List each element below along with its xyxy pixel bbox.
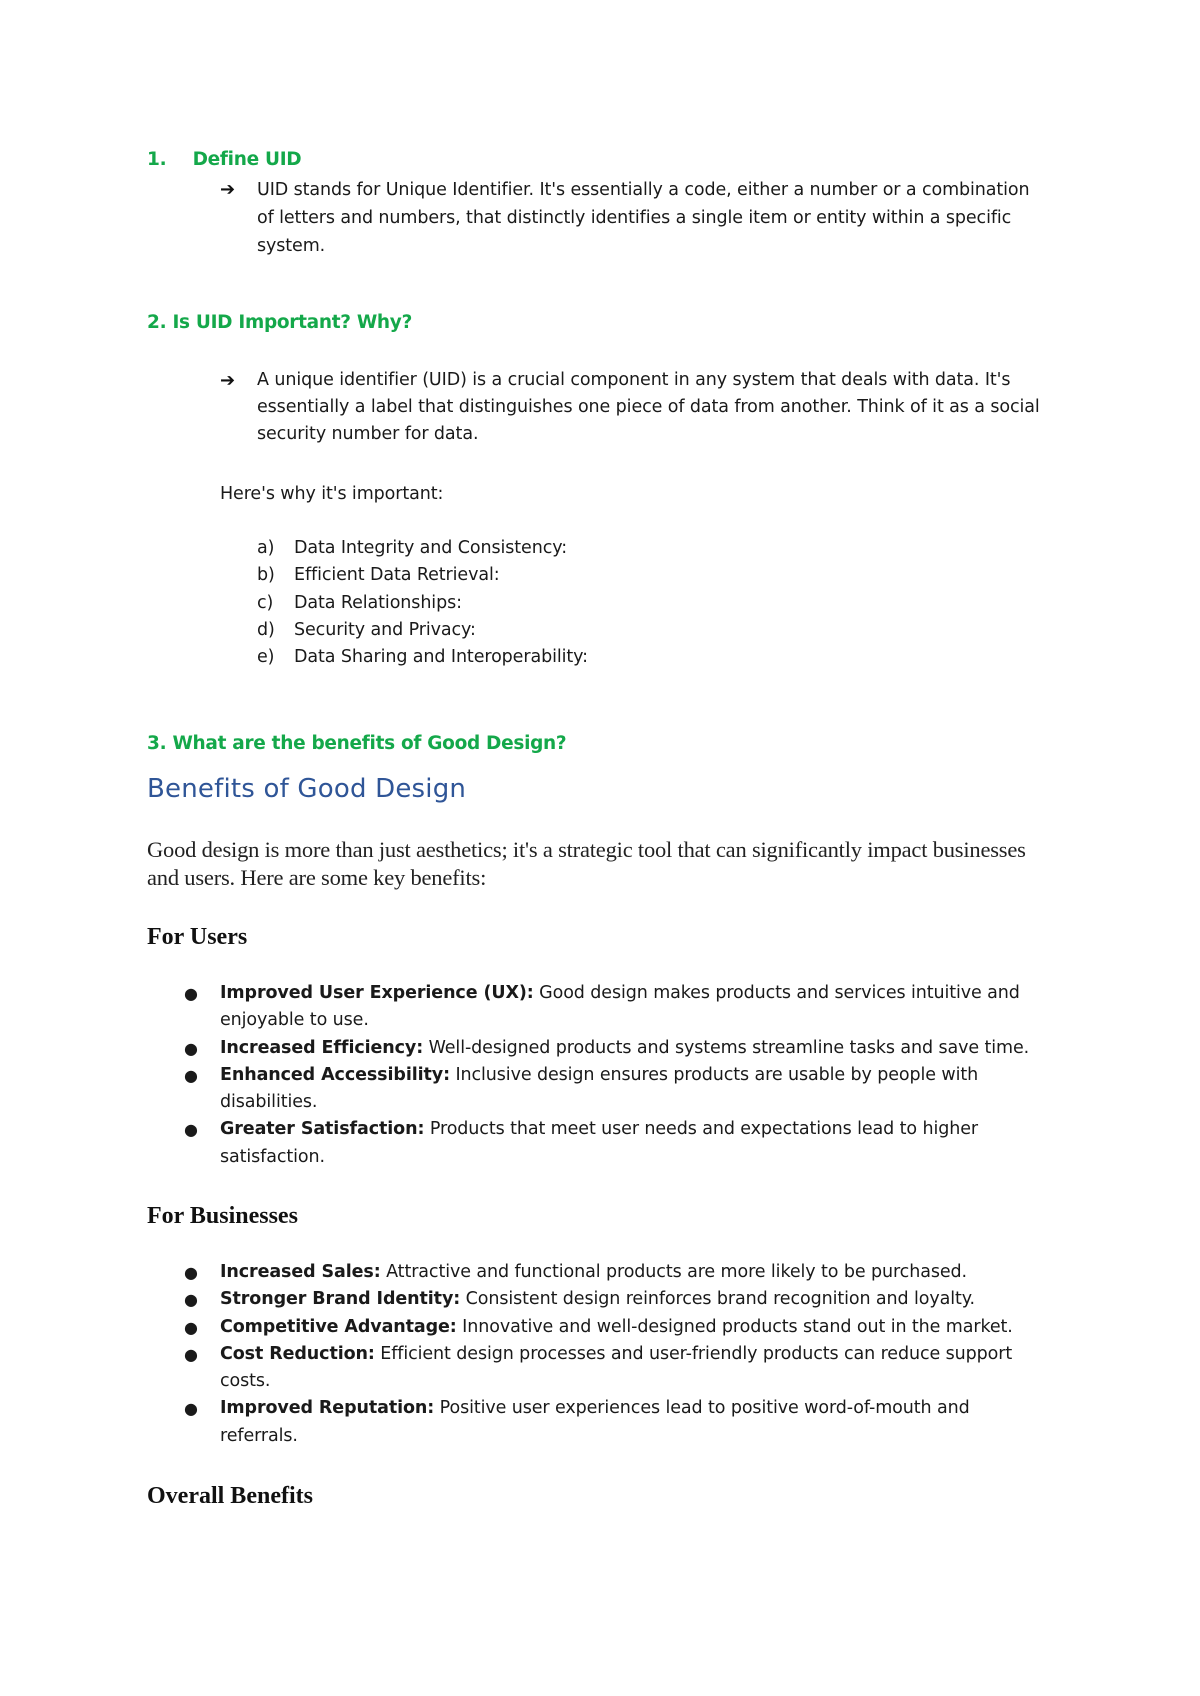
benefit-term: Improved Reputation: — [220, 1398, 435, 1419]
reason-text: Security and Privacy: — [294, 619, 476, 640]
list-item — [184, 1062, 1040, 1117]
section1-heading — [147, 146, 301, 174]
bullet-dot-icon: ● — [184, 1290, 198, 1310]
benefit-term: Increased Sales: — [220, 1262, 381, 1282]
right-arrow-icon: ➔ — [220, 370, 235, 391]
business-benefits-list — [184, 1259, 1040, 1450]
business-heading: For Businesses — [147, 1203, 298, 1229]
overall-heading: Overall Benefits — [147, 1483, 313, 1509]
reason-text: Data Relationships: — [294, 592, 462, 613]
section2-text: A unique identifier (UID) is a crucial component in any system that deals with data. It's essentially a label that distinguishes one piece of data from another. Think of it as a social security number for data. — [257, 370, 1040, 444]
benefits-intro: Good design is more than just aesthetics; it's a strategic tool that can significantly impact businesses and users. Here are some key benefits: — [147, 837, 1026, 890]
bullet-dot-icon: ● — [184, 1120, 198, 1140]
list-item — [257, 590, 994, 617]
bullet-dot-icon: ● — [184, 984, 198, 1003]
list-item — [184, 1341, 1040, 1396]
bullet-dot-icon: ● — [184, 1263, 198, 1282]
benefit-text: Innovative and well-designed products stand out in the market. — [456, 1316, 1013, 1337]
benefit-term: Enhanced Accessibility: — [220, 1064, 450, 1085]
reason-text: Data Sharing and Interoperability: — [294, 647, 588, 668]
section2-answer — [220, 367, 1040, 448]
section1-answer — [220, 176, 1040, 260]
benefit-term: Stronger Brand Identity: — [220, 1289, 461, 1310]
bullet-dot-icon: ● — [184, 1399, 198, 1419]
benefit-text: Products that meet user needs and expectations lead to higher satisfaction. — [220, 1119, 978, 1167]
benefit-term: Increased Efficiency: — [220, 1037, 424, 1058]
benefit-term: Greater Satisfaction: — [220, 1119, 425, 1140]
list-item — [184, 980, 1040, 1035]
list-marker: e) — [257, 647, 275, 668]
benefit-text: Well-designed products and systems streamline tasks and save time. — [423, 1037, 1030, 1058]
list-marker: d) — [257, 619, 275, 640]
list-item — [184, 1259, 1040, 1286]
section1-title: Define UID — [192, 149, 302, 170]
bullet-dot-icon: ● — [184, 1038, 198, 1058]
list-marker: b) — [257, 565, 275, 586]
list-item — [184, 1395, 1040, 1450]
users-benefits-list — [184, 980, 1040, 1171]
reason-text: Data Integrity and Consistency: — [294, 538, 567, 558]
list-item — [184, 1035, 1040, 1062]
section1-number: 1. — [147, 149, 167, 170]
list-item — [257, 535, 994, 562]
why-important-label: Here's why it's important: — [220, 484, 444, 504]
list-item — [184, 1286, 1040, 1313]
benefit-text: Attractive and functional products are more likely to be purchased. — [380, 1262, 967, 1282]
users-heading: For Users — [147, 924, 248, 950]
reason-text: Efficient Data Retrieval: — [294, 565, 500, 586]
list-item — [257, 562, 994, 589]
benefit-term: Improved User Experience (UX): — [220, 983, 534, 1003]
bullet-dot-icon: ● — [184, 1344, 198, 1364]
list-item — [184, 1314, 1040, 1341]
benefit-text: Good design makes products and services intuitive and enjoyable to use. — [220, 983, 1020, 1031]
list-item — [257, 644, 994, 671]
benefits-title: Benefits of Good Design — [147, 774, 467, 804]
section1-text: UID stands for Unique Identifier. It's essentially a code, either a number or a combination of letters and numbers, that distinctly identifies a single item or entity within a specific system. — [257, 180, 1030, 256]
list-item — [257, 617, 994, 644]
benefit-term: Cost Reduction: — [220, 1343, 375, 1364]
benefit-text: Consistent design reinforces brand recognition and loyalty. — [460, 1289, 976, 1310]
bullet-dot-icon: ● — [184, 1317, 198, 1337]
benefit-text: Positive user experiences lead to positive word-of-mouth and referrals. — [220, 1398, 970, 1446]
benefit-text: Inclusive design ensures products are usable by people with disabilities. — [220, 1064, 979, 1113]
list-marker: c) — [257, 592, 274, 613]
bullet-dot-icon: ● — [184, 1065, 198, 1085]
benefit-text: Efficient design processes and user-friendly products can reduce support costs. — [220, 1343, 1013, 1392]
reasons-list — [257, 535, 994, 671]
section2-heading: 2. Is UID Important? Why? — [147, 312, 412, 333]
section3-heading: 3. What are the benefits of Good Design? — [147, 733, 567, 754]
right-arrow-icon: ➔ — [220, 179, 235, 200]
list-item — [184, 1116, 1040, 1171]
list-marker: a) — [257, 538, 275, 558]
benefit-term: Competitive Advantage: — [220, 1316, 457, 1337]
